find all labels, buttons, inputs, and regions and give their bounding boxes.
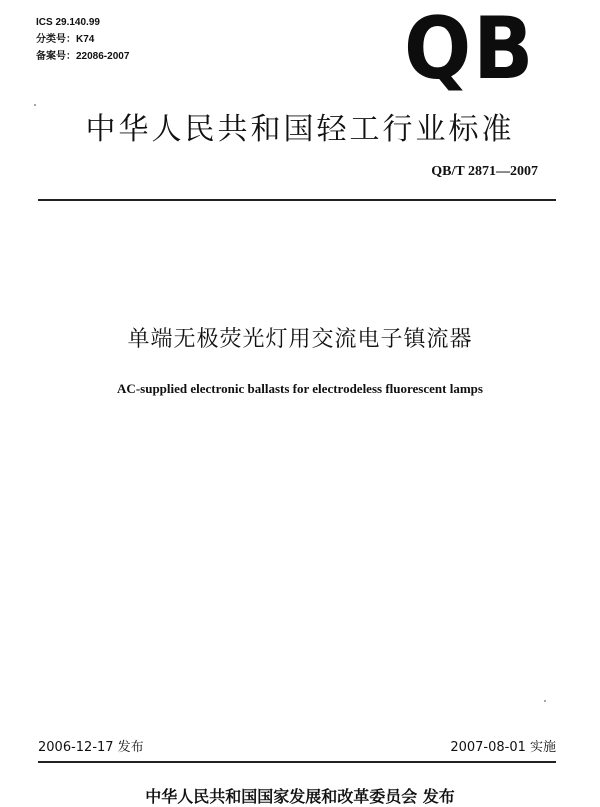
ics-code: ICS 29.140.99 xyxy=(36,17,100,28)
header-divider xyxy=(38,199,556,201)
scan-speck xyxy=(34,104,36,106)
footer-divider xyxy=(38,761,556,763)
org-title: 中华人民共和国轻工行业标准 xyxy=(85,112,515,147)
standard-number: QB/T 2871—2007 xyxy=(431,164,538,179)
document-meta xyxy=(36,14,129,65)
implementation-date: 2007-08-01 实施 xyxy=(450,740,556,755)
filing-number: 备案号：22086-2007 xyxy=(36,51,130,62)
publisher: 中华人民共和国国家发展和改革委员会 发布 xyxy=(145,787,455,806)
english-title: AC-supplied electronic ballasts for electrodeless fluorescent lamps xyxy=(117,381,483,396)
issue-date: 2006-12-17 发布 xyxy=(38,740,144,755)
chinese-title: 单端无极荧光灯用交流电子镇流器 xyxy=(127,327,473,352)
scan-speck xyxy=(544,700,546,702)
qb-logo: QB xyxy=(404,0,536,99)
category-code: 分类号：K74 xyxy=(36,34,95,45)
